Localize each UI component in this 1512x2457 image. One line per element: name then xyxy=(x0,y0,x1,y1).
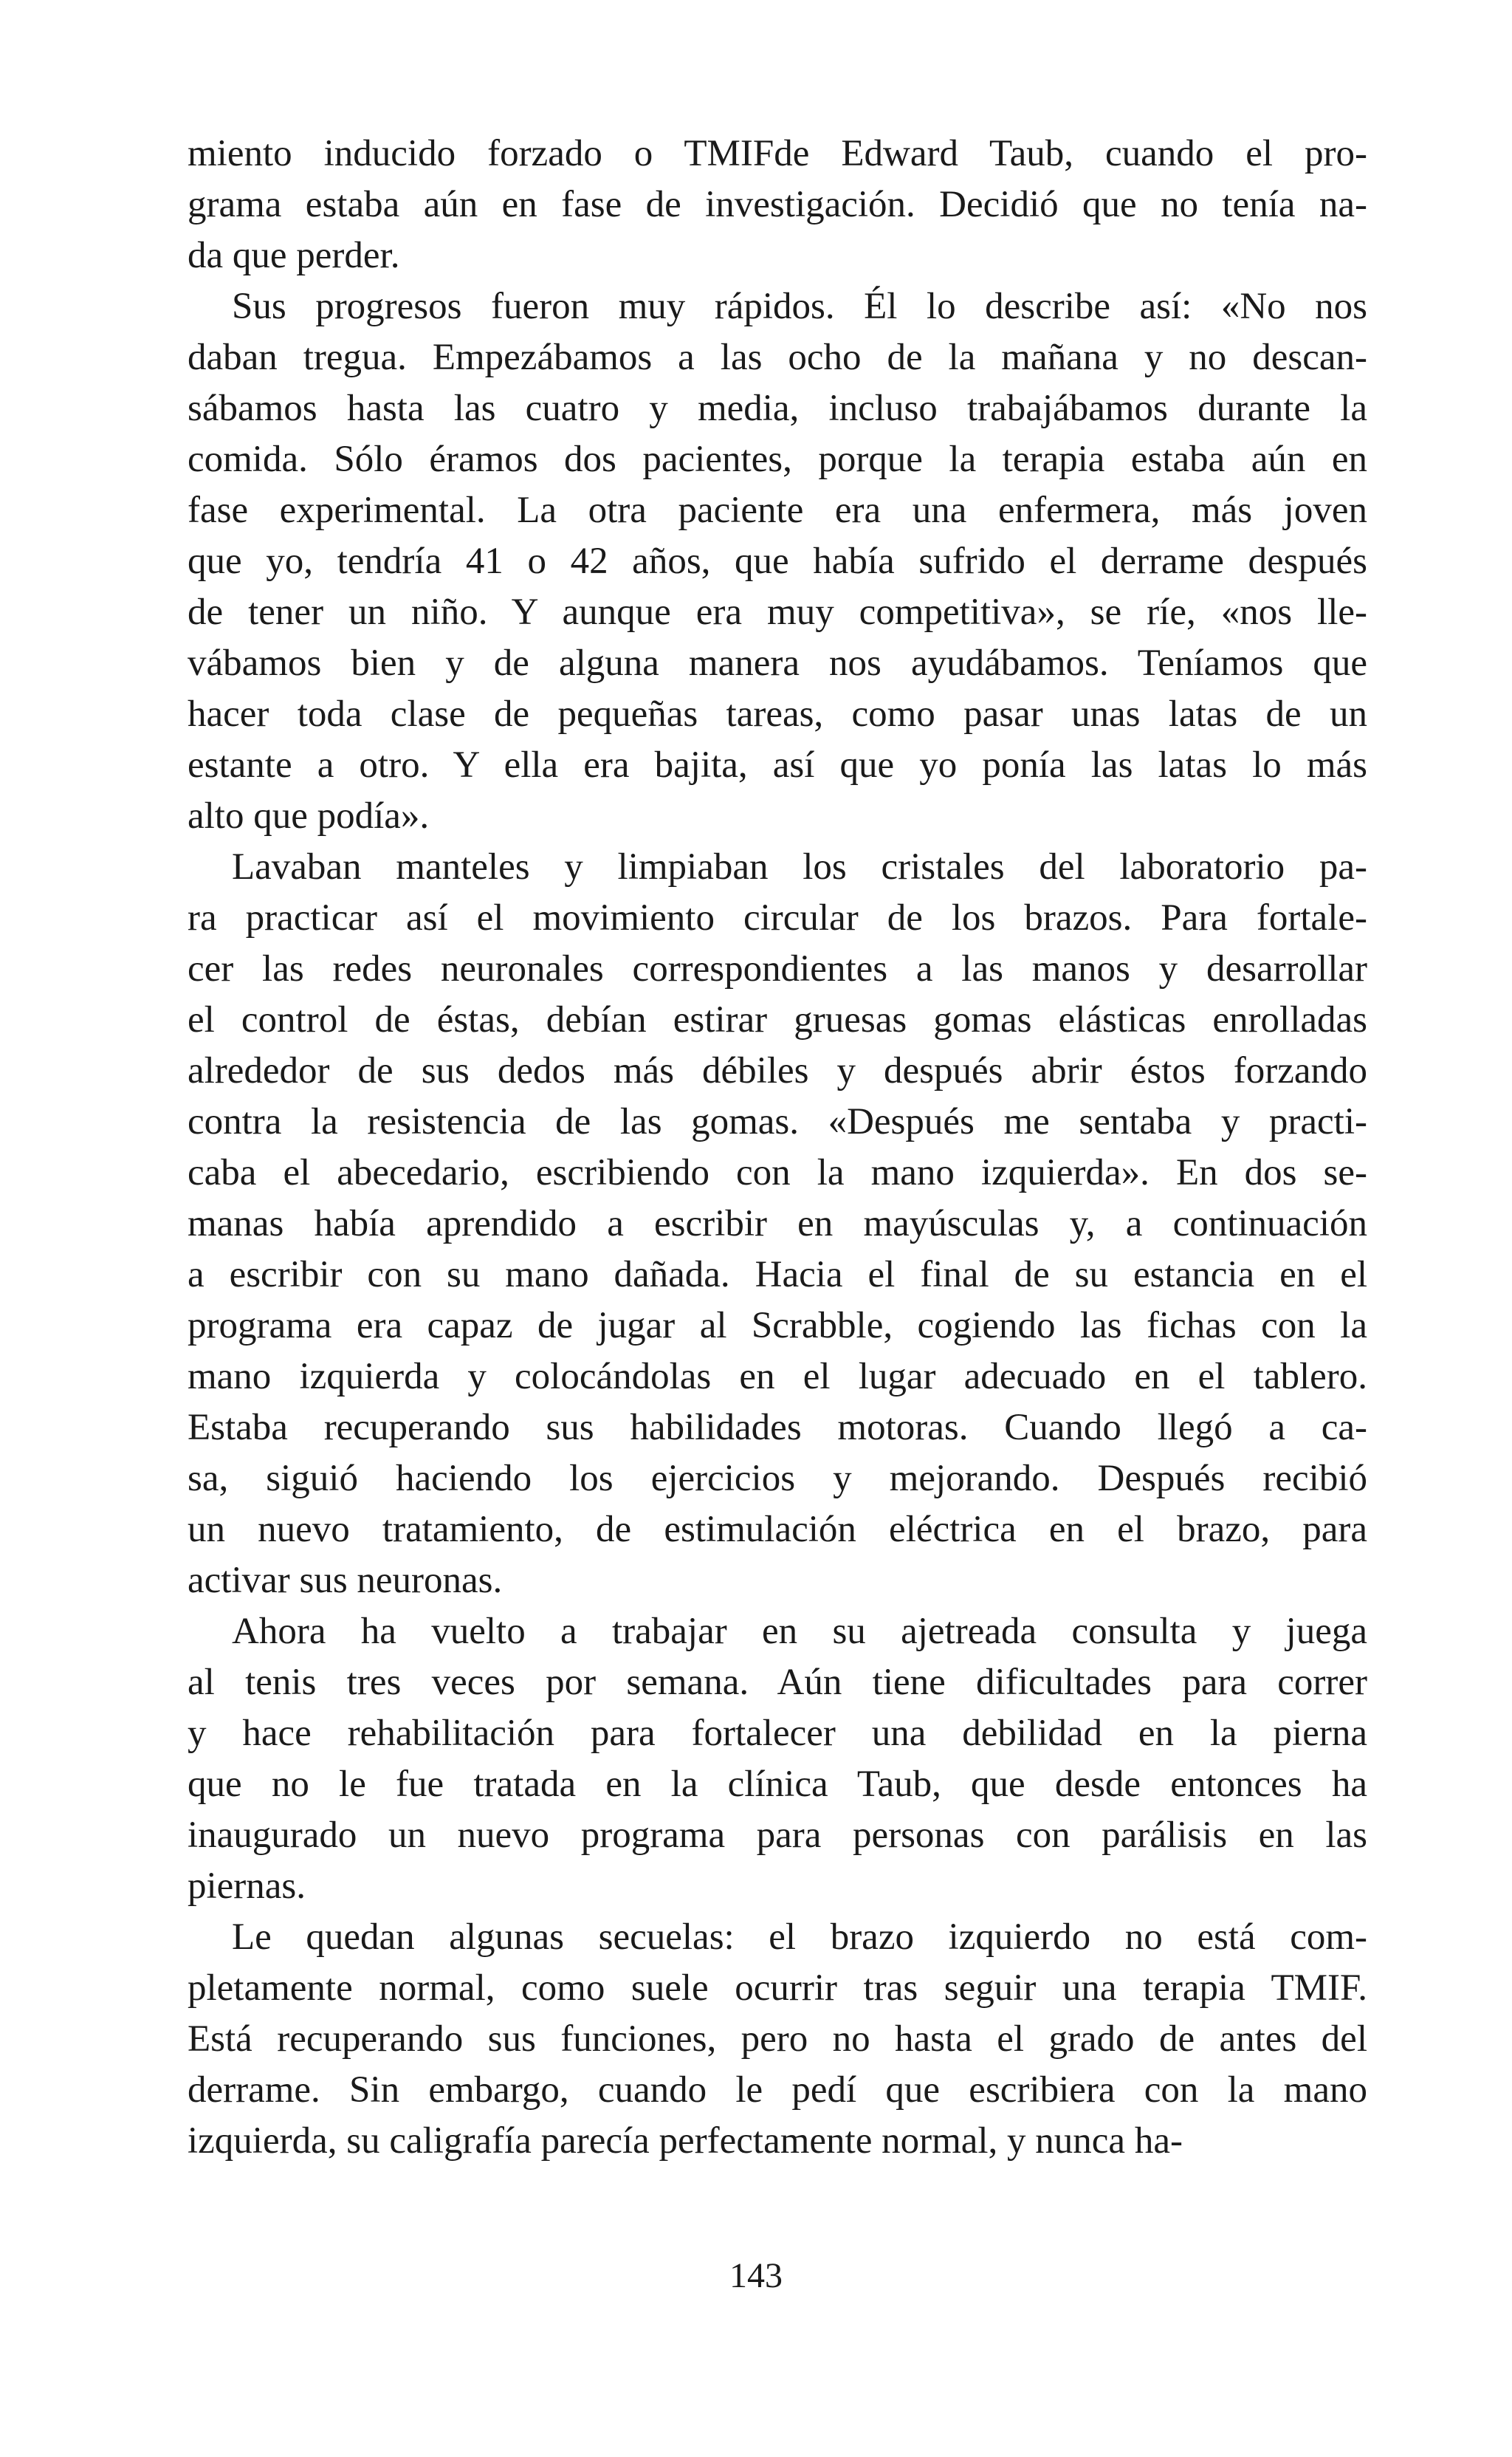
text-line: Estaba recuperando sus habilidades motoras. Cuando llegó a ca- xyxy=(188,1407,1367,1448)
text-line: mano izquierda y colocándolas en el lugar adecuado en el tablero. xyxy=(188,1356,1367,1397)
paragraph xyxy=(188,1606,1367,1912)
paragraph xyxy=(188,1912,1367,2167)
paragraph xyxy=(188,128,1367,281)
text-line: caba el abecedario, escribiendo con la mano izquierda». En dos se- xyxy=(188,1152,1367,1193)
text-line: manas había aprendido a escribir en mayúsculas y, a continuación xyxy=(188,1203,1367,1244)
text-line: daban tregua. Empezábamos a las ocho de la mañana y no descan- xyxy=(188,337,1367,378)
text-line: Lavaban manteles y limpiaban los cristales del laboratorio pa- xyxy=(232,846,1367,888)
paragraph xyxy=(188,281,1367,842)
text-line: Sus progresos fueron muy rápidos. Él lo describe así: «No nos xyxy=(232,286,1367,327)
text-line: programa era capaz de jugar al Scrabble, cogiendo las fichas con la xyxy=(188,1305,1367,1346)
text-line: Está recuperando sus funciones, pero no hasta el grado de antes del xyxy=(188,2018,1367,2060)
text-line: inaugurado un nuevo programa para personas con parálisis en las xyxy=(188,1815,1367,1856)
text-line: sa, siguió haciendo los ejercicios y mejorando. Después recibió xyxy=(188,1458,1367,1499)
text-line: de tener un niño. Y aunque era muy competitiva», se ríe, «nos lle- xyxy=(188,592,1367,633)
text-line: a escribir con su mano dañada. Hacia el final de su estancia en el xyxy=(188,1254,1367,1295)
text-line: alrededor de sus dedos más débiles y después abrir éstos forzando xyxy=(188,1050,1367,1092)
paragraph xyxy=(188,842,1367,1606)
text-line: un nuevo tratamiento, de estimulación eléctrica en el brazo, para xyxy=(188,1509,1367,1550)
text-line: cer las redes neuronales correspondientes a las manos y desarrollar xyxy=(188,948,1367,990)
text-line: derrame. Sin embargo, cuando le pedí que escribiera con la mano xyxy=(188,2069,1367,2111)
text-line: vábamos bien y de alguna manera nos ayudábamos. Teníamos que xyxy=(188,642,1367,684)
body-text xyxy=(188,128,1367,2167)
text-line: da que perder. xyxy=(188,235,400,276)
text-line: que yo, tendría 41 o 42 años, que había sufrido el derrame después xyxy=(188,541,1367,582)
text-line: alto que podía». xyxy=(188,795,430,837)
text-line: miento inducido forzado o TMIFde Edward Taub, cuando el pro- xyxy=(188,133,1367,174)
text-line: grama estaba aún en fase de investigación. Decidió que no tenía na- xyxy=(188,184,1367,225)
text-line: al tenis tres veces por semana. Aún tiene dificultades para correr xyxy=(188,1662,1367,1703)
text-line: y hace rehabilitación para fortalecer una debilidad en la pierna xyxy=(188,1713,1367,1754)
text-line: ra practicar así el movimiento circular de los brazos. Para fortale- xyxy=(188,897,1367,939)
text-line: activar sus neuronas. xyxy=(188,1560,503,1601)
text-line: comida. Sólo éramos dos pacientes, porque la terapia estaba aún en xyxy=(188,439,1367,480)
page-number: 143 xyxy=(729,2256,783,2295)
text-line: el control de éstas, debían estirar gruesas gomas elásticas enrolladas xyxy=(188,999,1367,1041)
text-line: Le quedan algunas secuelas: el brazo izquierdo no está com- xyxy=(232,1916,1367,1958)
text-line: izquierda, su caligrafía parecía perfectamente normal, y nunca ha- xyxy=(188,2120,1183,2162)
text-line: contra la resistencia de las gomas. «Después me sentaba y practi- xyxy=(188,1101,1367,1142)
text-line: Ahora ha vuelto a trabajar en su ajetreada consulta y juega xyxy=(232,1611,1367,1652)
text-line: piernas. xyxy=(188,1865,306,1907)
text-line: fase experimental. La otra paciente era una enfermera, más joven xyxy=(188,490,1367,531)
text-line: estante a otro. Y ella era bajita, así que yo ponía las latas lo más xyxy=(188,744,1367,786)
text-line: pletamente normal, como suele ocurrir tras seguir una terapia TMIF. xyxy=(188,1967,1367,2009)
text-line: que no le fue tratada en la clínica Taub, que desde entonces ha xyxy=(188,1764,1367,1805)
text-line: hacer toda clase de pequeñas tareas, como pasar unas latas de un xyxy=(188,693,1367,735)
text-line: sábamos hasta las cuatro y media, incluso trabajábamos durante la xyxy=(188,388,1367,429)
